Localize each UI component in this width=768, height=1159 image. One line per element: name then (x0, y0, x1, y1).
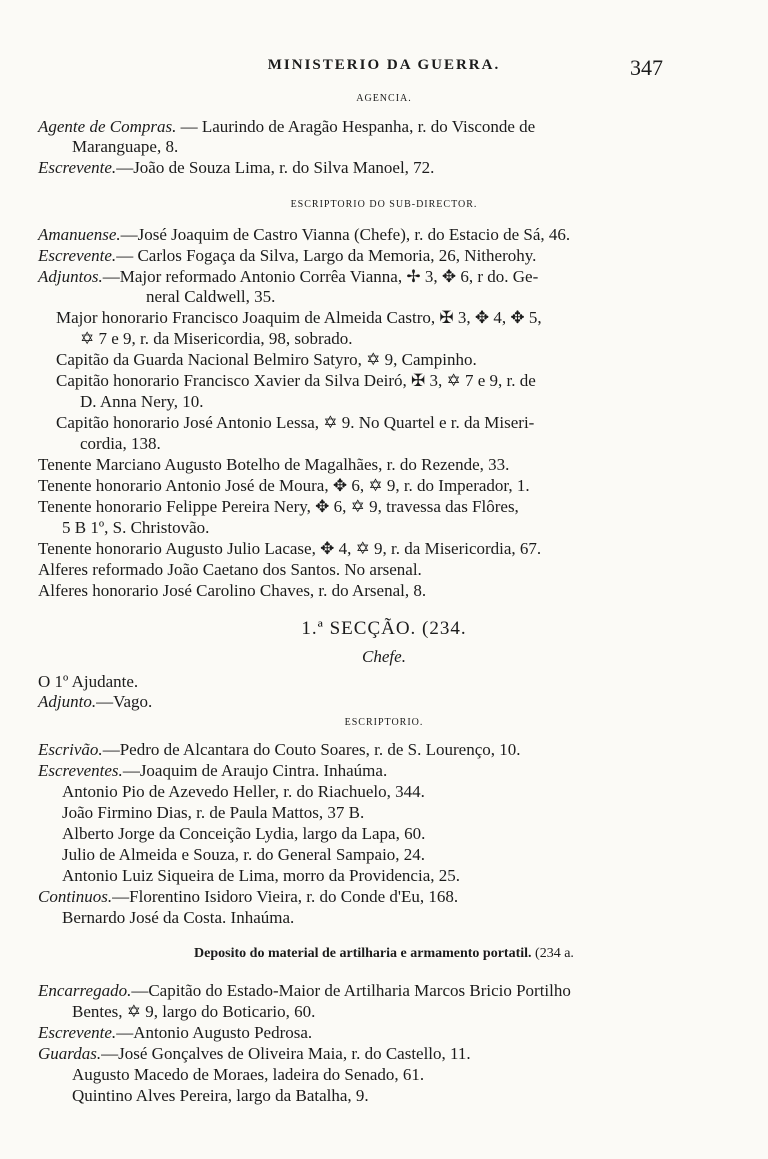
text-line: cordia, 138. (80, 434, 161, 453)
text-line: Alferes honorario José Carolino Chaves, r. do Arsenal, 8. (38, 581, 427, 600)
text-line: Julio de Almeida e Souza, r. do General Sampaio, 24. (62, 845, 426, 864)
text-line: Escrevente.—Antonio Augusto Pedrosa. (38, 1023, 313, 1042)
text-line: João Firmino Dias, r. de Paula Mattos, 37 B. (62, 803, 365, 822)
text-line: ✡ 7 e 9, r. da Misericordia, 98, sobrado. (80, 329, 353, 348)
text-line: Escrevente.—João de Souza Lima, r. do Silva Manoel, 72. (38, 158, 435, 177)
text-line: Adjunto.—Vago. (38, 692, 153, 711)
text-line: Bernardo José da Costa. Inhaúma. (62, 908, 295, 927)
running-title: MINISTERIO DA GUERRA. (267, 57, 501, 73)
agencia-heading: AGENCIA. (356, 93, 412, 104)
text-line: Bentes, ✡ 9, largo do Boticario, 60. (72, 1002, 316, 1021)
text-line: Alferes reformado João Caetano dos Santos. No arsenal. (38, 560, 422, 579)
page-number: 347 (630, 55, 663, 80)
text-line: Amanuense.—José Joaquim de Castro Vianna (Chefe), r. do Estacio de Sá, 46. (38, 225, 571, 244)
text-line: Adjuntos.—Major reformado Antonio Corrêa Vianna, ✢ 3, ✥ 6, r do. Ge- (38, 267, 539, 286)
text-line: Tenente Marciano Augusto Botelho de Magalhães, r. do Rezende, 33. (38, 455, 510, 474)
text-line: Capitão honorario Francisco Xavier da Silva Deiró, ✠ 3, ✡ 7 e 9, r. de (56, 371, 536, 390)
text-line: Antonio Luiz Siqueira de Lima, morro da Providencia, 25. (62, 866, 460, 885)
escriptorio-heading: ESCRIPTORIO. (344, 717, 424, 728)
text-line: Capitão da Guarda Nacional Belmiro Satyro, ✡ 9, Campinho. (56, 350, 477, 369)
text-line: Capitão honorario José Antonio Lessa, ✡ 9. No Quartel e r. da Miseri- (56, 413, 535, 432)
text-line: Escrevente.— Carlos Fogaça da Silva, Largo da Memoria, 26, Nitherohy. (38, 246, 537, 265)
text-line: Escrivão.—Pedro de Alcantara do Couto Soares, r. de S. Lourenço, 10. (38, 740, 521, 759)
text-line: Agente de Compras. — Laurindo de Aragão Hespanha, r. do Visconde de (38, 117, 536, 136)
text-line: Alberto Jorge da Conceição Lydia, largo da Lapa, 60. (62, 824, 426, 843)
text-line: Augusto Macedo de Moraes, ladeira do Senado, 61. (72, 1065, 425, 1084)
text-line: Antonio Pio de Azevedo Heller, r. do Riachuelo, 344. (62, 782, 425, 801)
text-line: Tenente honorario Antonio José de Moura, ✥ 6, ✡ 9, r. do Imperador, 1. (38, 476, 530, 495)
escriptorio-sub-heading: ESCRIPTORIO DO SUB-DIRECTOR. (290, 199, 478, 210)
text-line: Quintino Alves Pereira, largo da Batalha, 9. (72, 1086, 369, 1105)
text-line: neral Caldwell, 35. (146, 287, 276, 306)
text-line: Tenente honorario Augusto Julio Lacase, ✥ 4, ✡ 9, r. da Misericordia, 67. (38, 539, 542, 558)
text-line: Major honorario Francisco Joaquim de Almeida Castro, ✠ 3, ✥ 4, ✥ 5, (56, 308, 542, 327)
seccao-title: 1.ª SECÇÃO. (234. (301, 618, 467, 639)
text-line: Encarregado.—Capitão do Estado-Maior de Artilharia Marcos Bricio Portilho (38, 981, 571, 1000)
text-line: 5 B 1º, S. Christovão. (62, 518, 210, 537)
text-line: Tenente honorario Felippe Pereira Nery, ✥ 6, ✡ 9, travessa das Flôres, (38, 497, 519, 516)
text-line: Maranguape, 8. (72, 137, 179, 156)
text-line: D. Anna Nery, 10. (80, 392, 204, 411)
text-line: Continuos.—Florentino Isidoro Vieira, r. do Conde d'Eu, 168. (38, 887, 459, 906)
chefe-label: Chefe. (362, 647, 406, 666)
text-line: Escreventes.—Joaquim de Araujo Cintra. Inhaúma. (38, 761, 388, 780)
text-line: Guardas.—José Gonçalves de Oliveira Maia, r. do Castello, 11. (38, 1044, 471, 1063)
deposito-heading: Deposito do material de artilharia e armamento portatil. (234 a. (194, 946, 574, 961)
text-line: O 1º Ajudante. (38, 672, 139, 691)
